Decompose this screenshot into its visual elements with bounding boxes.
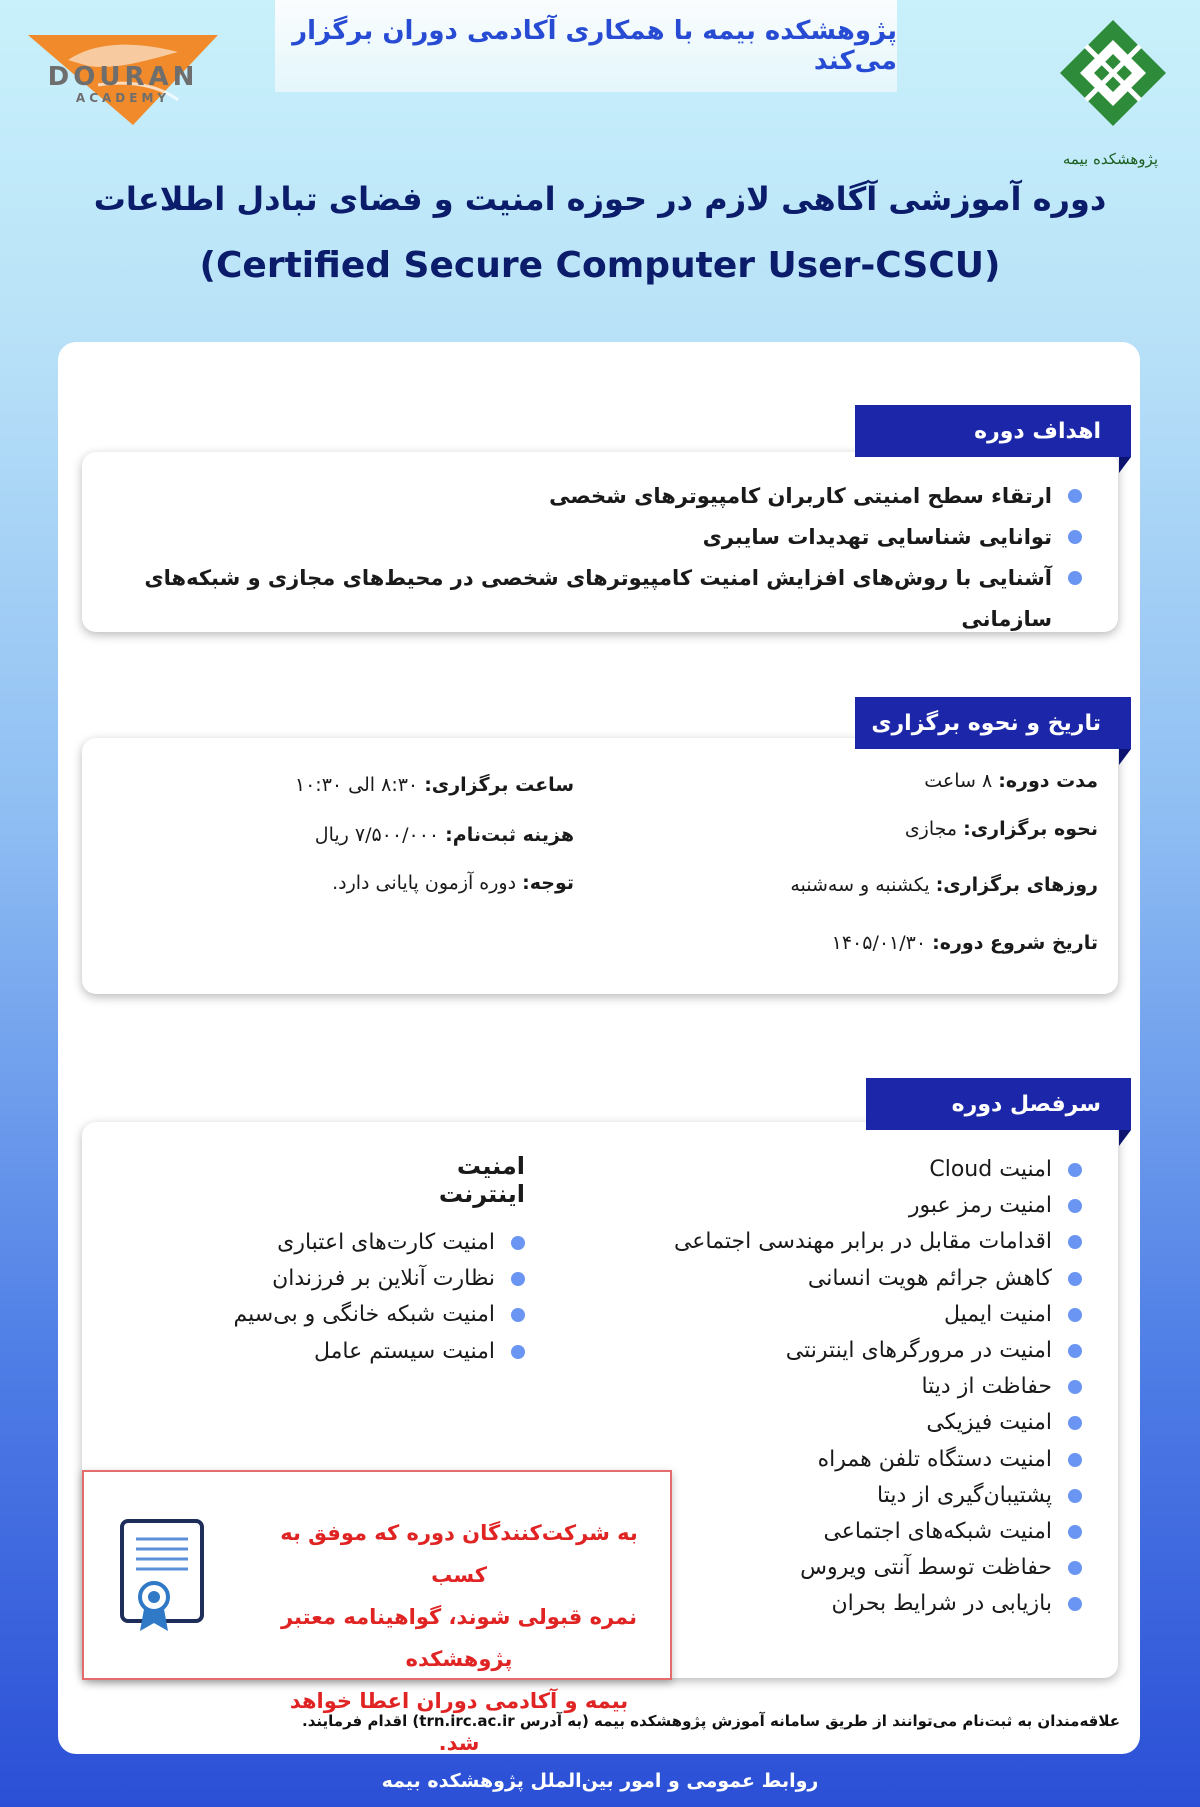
certificate-note-line: بیمه و آکادمی دوران اعطا خواهد شد. <box>289 1689 629 1755</box>
exam-note-field <box>332 872 574 894</box>
certificate-icon <box>114 1517 214 1637</box>
course-title-fa: دوره آموزشی آگاهی لازم در حوزه امنیت و فضای تبادل اطلاعات <box>93 180 1107 218</box>
syllabus-item: اقدامات مقابل در برابر مهندسی اجتماعی <box>642 1224 1082 1260</box>
days-field <box>790 874 1098 896</box>
goal-item: آشنایی با روش‌های افزایش امنیت کامپیوترهای شخصی در محیط‌های مجازی و شبکه‌های سازمانی <box>82 558 1082 640</box>
start-date-value: ۱۴۰۵/۰۱/۳۰ <box>831 932 927 954</box>
duration-field <box>924 770 1098 792</box>
start-date-field <box>832 932 1098 954</box>
syllabus-item: امنیت در مرورگرهای اینترنتی <box>642 1333 1082 1369</box>
syllabus-tab: سرفصل دوره <box>866 1078 1131 1130</box>
certificate-note-box <box>82 1470 672 1755</box>
goal-item: توانایی شناسایی تهدیدات سایبری <box>82 517 1082 558</box>
internet-item: امنیت شبکه خانگی و بی‌سیم <box>195 1297 525 1333</box>
syllabus-item: امنیت شبکه‌های اجتماعی <box>642 1514 1082 1550</box>
footer-credit: روابط عمومی و امور بین‌الملل پژوهشکده بیمه <box>381 1770 819 1792</box>
syllabus-item: حفاظت توسط آنتی ویروس <box>642 1550 1082 1586</box>
days-label: روزهای برگزاری: <box>935 874 1098 896</box>
syllabus-item: امنیت Cloud <box>642 1152 1082 1188</box>
exam-note-label: توجه: <box>522 872 574 894</box>
syllabus-list <box>642 1152 1082 1623</box>
pajoohesh-logo-caption: پژوهشکده بیمه <box>1062 150 1158 168</box>
mode-field <box>905 818 1098 840</box>
top-banner <box>275 0 897 92</box>
pajoohesh-bimeh-logo <box>1058 18 1168 168</box>
registration-note: علاقه‌مندان به ثبت‌نام می‌توانند از طریق سامانه آموزش پژوهشکده بیمه (به آدرس trn.irc.ac.ir) اقدام فرمایند. <box>302 1712 1120 1730</box>
goals-list <box>82 476 1082 640</box>
academy-logo-text: ACADEMY <box>75 91 171 105</box>
syllabus-item: امنیت رمز عبور <box>642 1188 1082 1224</box>
certificate-note-line: نمره قبولی شوند، گواهینامه معتبر پژوهشکده <box>280 1605 638 1671</box>
syllabus-item: امنیت فیزیکی <box>642 1405 1082 1441</box>
duration-label: مدت دوره: <box>998 770 1098 792</box>
course-title-en: (Certified Secure Computer User-CSCU) <box>199 245 1001 286</box>
fee-field <box>315 824 574 846</box>
certificate-note-line: به شرکت‌کنندگان دوره که موفق به کسب <box>280 1521 638 1587</box>
syllabus-item: امنیت ایمیل <box>642 1297 1082 1333</box>
banner-text: پژوهشکده بیمه با همکاری آکادمی دوران برگزار می‌کند <box>292 16 897 76</box>
internet-item: امنیت سیستم عامل <box>195 1334 525 1370</box>
douran-academy-logo <box>28 30 218 130</box>
syllabus-item: حفاظت از دیتا <box>642 1369 1082 1405</box>
internet-security-list <box>195 1225 525 1370</box>
syllabus-item: کاهش جرائم هویت انسانی <box>642 1261 1082 1297</box>
exam-note-value: دوره آزمون پایانی دارد. <box>332 872 517 894</box>
start-date-label: تاریخ شروع دوره: <box>932 932 1098 954</box>
goals-box <box>82 452 1118 632</box>
time-value: ۸:۳۰ الی ۱۰:۳۰ <box>294 774 419 796</box>
goals-tab: اهداف دوره <box>855 405 1131 457</box>
mode-label: نحوه برگزاری: <box>963 818 1098 840</box>
schedule-tab: تاریخ و نحوه برگزاری <box>855 697 1131 749</box>
fee-value: ۷/۵۰۰/۰۰۰ ریال <box>314 824 440 846</box>
internet-item: امنیت کارت‌های اعتباری <box>195 1225 525 1261</box>
mode-value: مجازی <box>904 818 958 840</box>
fee-label: هزینه ثبت‌نام: <box>445 824 574 846</box>
duration-value: ۸ ساعت <box>924 770 993 792</box>
syllabus-item: بازیابی در شرایط بحران <box>642 1586 1082 1622</box>
syllabus-item: پشتیبان‌گیری از دیتا <box>642 1478 1082 1514</box>
goal-item: ارتقاء سطح امنیتی کاربران کامپیوترهای شخصی <box>82 476 1082 517</box>
time-label: ساعت برگزاری: <box>424 774 574 796</box>
days-value: یکشنبه و سه‌شنبه <box>790 874 930 896</box>
diamond-emblem-icon <box>1058 18 1168 138</box>
syllabus-item: امنیت دستگاه تلفن همراه <box>642 1442 1082 1478</box>
time-field <box>295 774 574 796</box>
internet-security-title: امنیت اینترنت <box>438 1152 525 1208</box>
internet-item: نظارت آنلاین بر فرزندان <box>195 1261 525 1297</box>
douran-logo-text: DOURAN <box>47 62 199 92</box>
